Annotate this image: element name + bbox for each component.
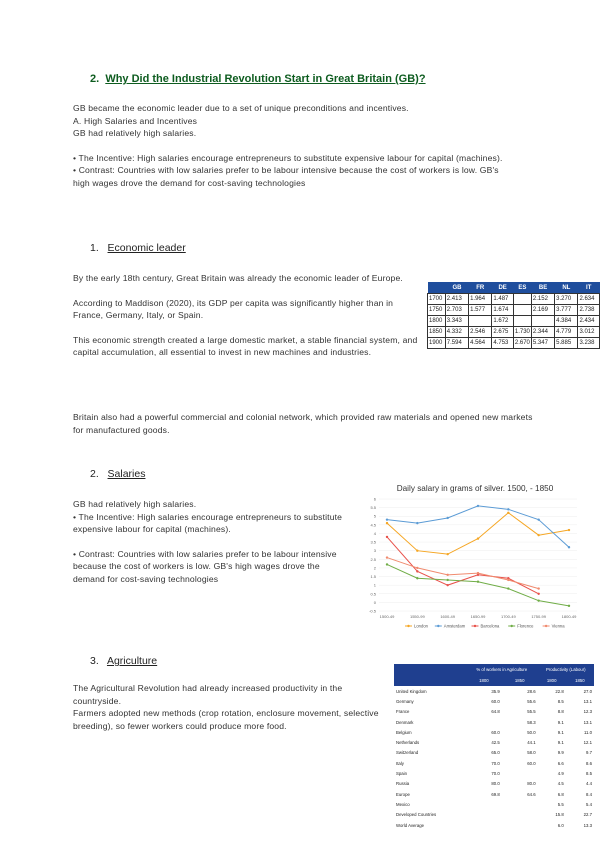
cell bbox=[466, 810, 502, 820]
cell: 27.0 bbox=[583, 688, 592, 694]
x-tick-label: 1750-99 bbox=[531, 614, 547, 619]
paragraph: Britain also had a powerful commercial and colonial network, which provided raw materials and opened new markets for manufactured goods. bbox=[73, 412, 533, 435]
cell: 5.347 bbox=[531, 338, 554, 349]
cell: 3.343 bbox=[445, 316, 468, 327]
cell: 4.4 bbox=[586, 781, 592, 787]
table-header: DE bbox=[492, 282, 514, 294]
cell bbox=[502, 799, 538, 809]
cell bbox=[502, 768, 538, 778]
data-point bbox=[568, 546, 570, 548]
cell: 55.5 bbox=[527, 709, 536, 715]
cell: 2.546 bbox=[469, 327, 492, 338]
paragraph: • Contrast: Countries with low salaries prefer to be labour intensive because the cost of workers is low. GB's high wages drove the demand for cost-saving technologies bbox=[73, 548, 337, 584]
y-tick-label: -0.5 bbox=[369, 608, 376, 614]
paragraph: By the early 18th century, Great Britain was already the economic leader of Europe. bbox=[73, 273, 403, 283]
cell: 7.594 bbox=[445, 338, 468, 349]
data-point bbox=[416, 570, 418, 572]
table-year: 1850 bbox=[502, 675, 538, 686]
heading-text: Salaries bbox=[107, 468, 146, 480]
cell: 1.672 bbox=[492, 316, 514, 327]
economic-text bbox=[73, 272, 418, 359]
cell: 1.964 bbox=[469, 294, 492, 305]
cell: 69.8 bbox=[491, 791, 500, 797]
cell: 35.9 bbox=[491, 688, 500, 694]
y-tick-label: 5 bbox=[373, 513, 376, 519]
table-year: 1800 bbox=[466, 675, 502, 686]
cell: 15.8 bbox=[555, 812, 564, 818]
cell: 5.5 bbox=[557, 801, 564, 807]
table-row bbox=[394, 810, 594, 820]
x-tick-label: 1700-49 bbox=[500, 614, 516, 619]
cell: 2.169 bbox=[531, 305, 554, 316]
data-point bbox=[477, 581, 479, 583]
cell: United Kingdom bbox=[396, 688, 427, 694]
cell: 3.270 bbox=[555, 294, 578, 305]
cell: 9.7 bbox=[586, 750, 592, 756]
cell: 44.1 bbox=[527, 740, 536, 746]
salaries-text bbox=[73, 498, 353, 585]
cell: 6.0 bbox=[557, 822, 564, 828]
y-tick-label: 6 bbox=[373, 496, 376, 502]
table-row bbox=[394, 768, 594, 778]
cell: Spain bbox=[396, 771, 407, 777]
cell: 2.634 bbox=[578, 294, 600, 305]
data-point bbox=[507, 579, 509, 581]
data-point bbox=[446, 517, 448, 519]
y-tick-label: 0 bbox=[373, 599, 376, 605]
cell bbox=[502, 810, 538, 820]
table-header: IT bbox=[578, 282, 600, 294]
table-header bbox=[428, 282, 446, 294]
cell: 12.3 bbox=[583, 709, 592, 715]
heading-number: 3. bbox=[90, 655, 99, 667]
cell: 65.0 bbox=[491, 750, 500, 756]
table-row bbox=[428, 316, 600, 327]
cell: 42.5 bbox=[491, 740, 500, 746]
cell: 9.1 bbox=[557, 719, 564, 725]
cell: 4.564 bbox=[469, 338, 492, 349]
data-point bbox=[446, 579, 448, 581]
y-tick-label: 3 bbox=[373, 548, 376, 554]
table-row bbox=[428, 294, 600, 305]
data-point bbox=[477, 505, 479, 507]
table-header: ES bbox=[513, 282, 531, 294]
heading-number: 2. bbox=[90, 468, 99, 480]
cell: 4.5 bbox=[557, 781, 564, 787]
data-point bbox=[507, 508, 509, 510]
cell bbox=[513, 294, 531, 305]
legend-label: Amsterdam bbox=[443, 623, 466, 629]
cell: 2.670 bbox=[513, 338, 531, 349]
cell: 13.1 bbox=[583, 719, 592, 725]
cell: 1750 bbox=[428, 305, 446, 316]
cell: 11.0 bbox=[583, 729, 592, 735]
productivity-table bbox=[394, 664, 594, 830]
table-header: BE bbox=[531, 282, 554, 294]
intro-line: • The Incentive: High salaries encourage entrepreneurs to substitute expensive labour for capital (machines). bbox=[73, 152, 503, 163]
data-point bbox=[507, 587, 509, 589]
cell: 6.8 bbox=[557, 791, 564, 797]
cell: Europe bbox=[396, 791, 410, 797]
cell: 60.0 bbox=[491, 698, 500, 704]
cell: 13.1 bbox=[583, 698, 592, 704]
chart-title: Daily salary in grams of silver. 1500, - 1850 bbox=[396, 484, 554, 493]
cell: 8.8 bbox=[557, 709, 564, 715]
table-row bbox=[394, 779, 594, 789]
table-row bbox=[394, 820, 594, 830]
cell: 64.6 bbox=[527, 791, 536, 797]
cell: 4.384 bbox=[555, 316, 578, 327]
cell: France bbox=[396, 709, 410, 715]
data-point bbox=[386, 556, 388, 558]
legend-label: Barcelona bbox=[480, 623, 500, 629]
table-row bbox=[394, 748, 594, 758]
legend-marker bbox=[474, 625, 476, 627]
x-tick-label: 1600-49 bbox=[440, 614, 456, 619]
cell: 3.238 bbox=[578, 338, 600, 349]
table-row bbox=[428, 338, 600, 349]
productivity-table-body bbox=[394, 686, 594, 830]
data-point bbox=[416, 522, 418, 524]
data-point bbox=[477, 572, 479, 574]
x-tick-label: 1800-49 bbox=[561, 614, 577, 619]
data-point bbox=[416, 549, 418, 551]
cell: 70.0 bbox=[491, 760, 500, 766]
cell: 6.6 bbox=[557, 760, 564, 766]
cell: 4.779 bbox=[555, 327, 578, 338]
cell: 2.344 bbox=[531, 327, 554, 338]
cell: 58.0 bbox=[527, 750, 536, 756]
y-tick-label: 1 bbox=[373, 582, 376, 588]
y-tick-label: 5.5 bbox=[370, 505, 376, 511]
paragraph: • The Incentive: High salaries encourage entrepreneurs to substitute expensive labour for capital (machines). bbox=[73, 511, 343, 534]
data-point bbox=[416, 577, 418, 579]
cell: 70.0 bbox=[491, 771, 500, 777]
data-point bbox=[386, 563, 388, 565]
cell: 4.332 bbox=[445, 327, 468, 338]
cell: 55.6 bbox=[527, 698, 536, 704]
cell bbox=[502, 820, 538, 830]
table-year: 1800 bbox=[538, 675, 566, 686]
cell: 1.577 bbox=[469, 305, 492, 316]
data-point bbox=[507, 512, 509, 514]
legend-marker bbox=[407, 625, 409, 627]
intro-line: • Contrast: Countries with low salaries prefer to be labour intensive because the cost of workers is low. GB's high wages drove the demand for cost-saving technologies bbox=[73, 165, 499, 188]
cell: 28.6 bbox=[527, 688, 536, 694]
cell bbox=[466, 820, 502, 830]
cell: 1850 bbox=[428, 327, 446, 338]
cell: 8.6 bbox=[586, 760, 592, 766]
y-tick-label: 2 bbox=[373, 565, 376, 571]
legend-marker bbox=[437, 625, 439, 627]
table-row bbox=[428, 327, 600, 338]
cell: 1700 bbox=[428, 294, 446, 305]
series-line-amsterdam bbox=[387, 506, 569, 547]
table-row bbox=[394, 758, 594, 768]
intro-line: GB became the economic leader due to a set of unique preconditions and incentives. bbox=[73, 103, 409, 113]
data-point bbox=[416, 567, 418, 569]
heading-text: Agriculture bbox=[106, 655, 158, 667]
cell: 3.777 bbox=[555, 305, 578, 316]
x-tick-label: 1500-49 bbox=[379, 614, 395, 619]
table-header: GB bbox=[445, 282, 468, 294]
table-group-header: Productivity (Labour) bbox=[538, 664, 594, 675]
data-point bbox=[537, 534, 539, 536]
data-point bbox=[477, 537, 479, 539]
cell: World Average bbox=[396, 822, 425, 828]
legend-label: Florence bbox=[517, 623, 534, 629]
cell: 80.0 bbox=[527, 781, 536, 787]
data-point bbox=[446, 574, 448, 576]
cell: 1800 bbox=[428, 316, 446, 327]
paragraph: Farmers adopted new methods (crop rotation, enclosure movement, selective breeding), so fewer workers could produce more food. bbox=[73, 708, 379, 731]
cell: 2.703 bbox=[445, 305, 468, 316]
cell bbox=[531, 316, 554, 327]
cell: 8.5 bbox=[586, 771, 592, 777]
legend-label: Vienna bbox=[551, 623, 565, 629]
gdp-table bbox=[427, 282, 600, 349]
cell: Russia bbox=[396, 781, 410, 787]
cell: 64.8 bbox=[491, 709, 500, 715]
y-tick-label: 3.5 bbox=[370, 539, 376, 545]
y-tick-label: 4.5 bbox=[370, 522, 376, 528]
table-header: FR bbox=[469, 282, 492, 294]
productivity-table-wrap bbox=[394, 664, 594, 830]
paragraph: GB had relatively high salaries. bbox=[73, 499, 197, 509]
section-number: 2. bbox=[90, 73, 100, 85]
cell: Belgium bbox=[396, 729, 412, 735]
cell bbox=[469, 316, 492, 327]
cell: Italy bbox=[396, 760, 404, 766]
cell: 1.674 bbox=[492, 305, 514, 316]
cell: 5.4 bbox=[586, 801, 592, 807]
cell: 1900 bbox=[428, 338, 446, 349]
paragraph: The Agricultural Revolution had already increased productivity in the countryside. bbox=[73, 683, 343, 706]
cell: 22.7 bbox=[583, 812, 592, 818]
agriculture-text bbox=[73, 682, 383, 732]
legend-marker bbox=[511, 625, 513, 627]
wage-chart-svg bbox=[365, 493, 585, 631]
cell: 2.675 bbox=[492, 327, 514, 338]
table-row bbox=[394, 717, 594, 727]
cell: 4.9 bbox=[557, 771, 564, 777]
cell: 9.1 bbox=[557, 740, 564, 746]
data-point bbox=[386, 518, 388, 520]
y-tick-label: 4 bbox=[373, 530, 376, 536]
table-group-header: % of workers in Agriculture bbox=[466, 664, 538, 675]
cell: 13.3 bbox=[583, 822, 592, 828]
data-point bbox=[537, 599, 539, 601]
cell: 12.1 bbox=[583, 740, 592, 746]
y-tick-label: 2.5 bbox=[370, 556, 376, 562]
heading-salaries bbox=[90, 468, 145, 480]
table-row bbox=[394, 707, 594, 717]
legend-label: London bbox=[414, 623, 428, 629]
table-header: NL bbox=[555, 282, 578, 294]
data-point bbox=[537, 587, 539, 589]
data-point bbox=[568, 529, 570, 531]
cell: 58.3 bbox=[527, 719, 536, 725]
cell: Netherlands bbox=[396, 740, 420, 746]
cell: 2.434 bbox=[578, 316, 600, 327]
cell bbox=[513, 305, 531, 316]
cell: 9.1 bbox=[557, 729, 564, 735]
cell: 60.0 bbox=[527, 760, 536, 766]
cell: 5.885 bbox=[555, 338, 578, 349]
heading-economic-leader bbox=[90, 242, 186, 254]
cell: 3.012 bbox=[578, 327, 600, 338]
cell: 60.0 bbox=[491, 729, 500, 735]
x-tick-label: 1650-99 bbox=[470, 614, 486, 619]
intro-text bbox=[73, 102, 518, 189]
data-point bbox=[568, 605, 570, 607]
table-row bbox=[394, 789, 594, 799]
cell: 9.9 bbox=[557, 750, 564, 756]
intro-line: GB had relatively high salaries. bbox=[73, 128, 197, 138]
cell: 1.730 bbox=[513, 327, 531, 338]
table-row bbox=[428, 305, 600, 316]
table-row bbox=[394, 696, 594, 706]
data-point bbox=[446, 553, 448, 555]
data-point bbox=[386, 536, 388, 538]
cell bbox=[466, 799, 502, 809]
data-point bbox=[537, 593, 539, 595]
cell: Denmark bbox=[396, 719, 414, 725]
data-point bbox=[386, 522, 388, 524]
heading-number: 1. bbox=[90, 242, 99, 254]
data-point bbox=[446, 584, 448, 586]
table-row bbox=[394, 686, 594, 696]
cell: 50.0 bbox=[527, 729, 536, 735]
intro-line: A. High Salaries and Incentives bbox=[73, 115, 198, 126]
paragraph: This economic strength created a large domestic market, a stable financial system, and capital accumulation, all essential to invest in new machines and industries. bbox=[73, 334, 418, 357]
table-year: 1850 bbox=[566, 675, 594, 686]
cell: 2.413 bbox=[445, 294, 468, 305]
y-tick-label: 0.5 bbox=[370, 591, 376, 597]
legend-marker bbox=[545, 625, 547, 627]
cell: 2.738 bbox=[578, 305, 600, 316]
gdp-table-wrap bbox=[427, 282, 600, 349]
table-row bbox=[394, 727, 594, 737]
cell: 1.487 bbox=[492, 294, 514, 305]
paragraph: According to Maddison (2020), its GDP per capita was significantly higher than in France, Germany, Italy, or Spain. bbox=[73, 297, 394, 320]
cell: Mexico bbox=[396, 801, 410, 807]
data-point bbox=[537, 518, 539, 520]
cell bbox=[513, 316, 531, 327]
table-row bbox=[394, 737, 594, 747]
x-tick-label: 1550-99 bbox=[409, 614, 425, 619]
cell: Germany bbox=[396, 698, 414, 704]
heading-agriculture bbox=[90, 655, 157, 667]
wage-chart bbox=[365, 484, 585, 634]
cell bbox=[466, 717, 502, 727]
heading-text: Economic leader bbox=[107, 242, 186, 254]
y-tick-label: 1.5 bbox=[370, 574, 376, 580]
table-row bbox=[394, 799, 594, 809]
cell: 80.0 bbox=[491, 781, 500, 787]
cell: Developed Countries bbox=[396, 812, 437, 818]
cell: 22.8 bbox=[555, 688, 564, 694]
cell: 8.5 bbox=[557, 698, 564, 704]
cell: 2.152 bbox=[531, 294, 554, 305]
cell: 4.753 bbox=[492, 338, 514, 349]
cell: Switzerland bbox=[396, 750, 419, 756]
section-title-text: Why Did the Industrial Revolution Start in Great Britain (GB)? bbox=[105, 73, 426, 85]
section-title bbox=[90, 73, 426, 85]
economic-text-2 bbox=[73, 411, 533, 436]
cell: 8.4 bbox=[586, 791, 592, 797]
